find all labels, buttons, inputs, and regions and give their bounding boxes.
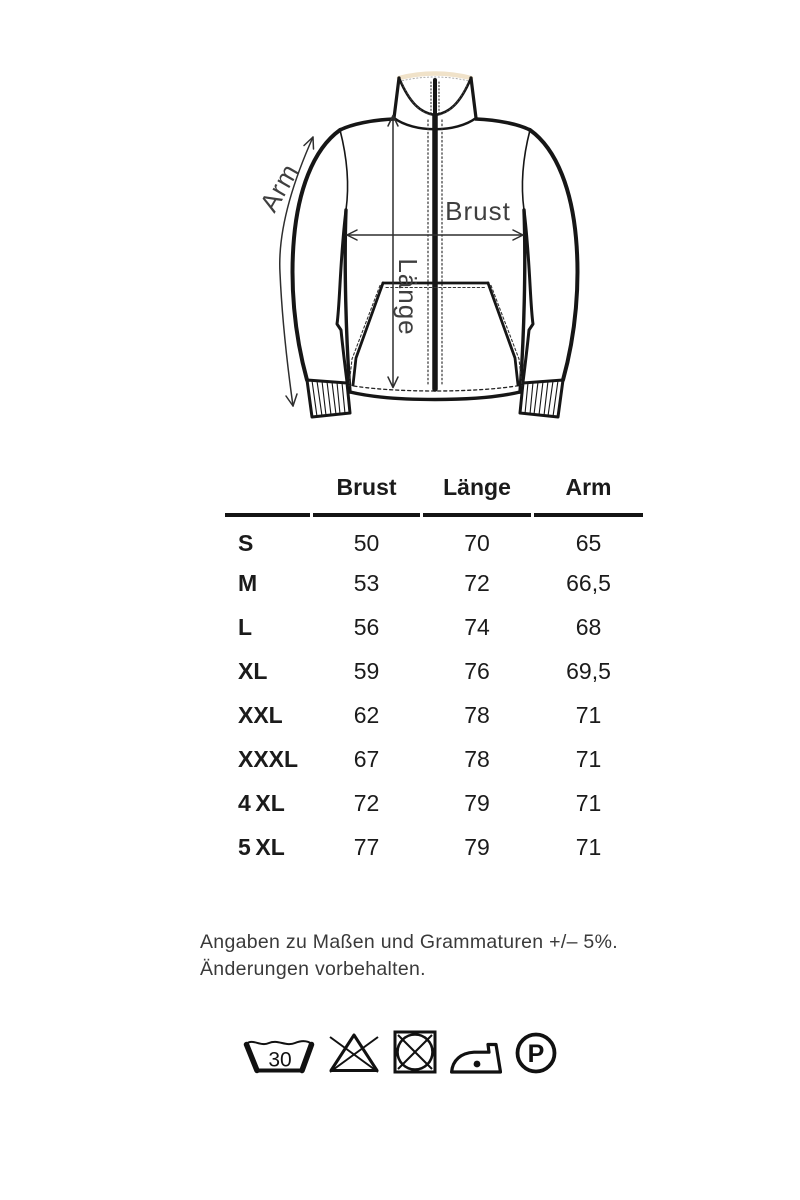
jacket-diagram	[250, 56, 595, 441]
brust-cell: 59	[353, 657, 380, 684]
size-table	[222, 474, 646, 869]
jacket-right-sleeve	[530, 130, 577, 380]
table-row	[225, 825, 643, 869]
arm-cell: 65	[575, 530, 602, 556]
header-size	[225, 474, 310, 517]
size-cell: 5 XL	[238, 833, 285, 860]
do-not-bleach-icon	[328, 1031, 380, 1074]
brust-label: Brust	[445, 196, 511, 226]
laenge-cell: 74	[464, 613, 490, 640]
jacket-right-armhole-seam	[522, 130, 530, 210]
laenge-cell: 70	[464, 530, 490, 556]
laenge-label: Länge	[393, 258, 423, 336]
size-cell: 4 XL	[238, 789, 285, 816]
table-row	[225, 781, 643, 825]
header-brust: Brust	[313, 474, 420, 517]
care-symbols	[0, 1028, 800, 1074]
jacket-right-shoulder	[476, 119, 530, 130]
laenge-cell: 78	[464, 745, 490, 772]
table-row	[225, 693, 643, 737]
collar-right-edge	[471, 78, 476, 118]
size-table-header-row	[225, 474, 643, 517]
disclaimer-line-1: Angaben zu Maßen und Grammaturen +/– 5%.	[200, 931, 618, 953]
brust-cell: 62	[353, 701, 380, 728]
dryclean-letter: P	[527, 1040, 545, 1068]
table-row	[225, 737, 643, 781]
laenge-cell: 79	[464, 833, 490, 860]
arm-cell: 71	[575, 745, 602, 772]
arm-cell: 68	[575, 613, 602, 640]
size-cell: XXXL	[238, 745, 299, 772]
arm-cell: 71	[575, 789, 602, 816]
jacket-left-shoulder	[340, 119, 394, 130]
measure-laenge-line	[388, 116, 398, 388]
arm-cell: 71	[575, 701, 602, 728]
size-cell: XL	[238, 657, 268, 684]
brust-cell: 72	[353, 789, 380, 816]
table-row	[225, 605, 643, 649]
arm-cell: 71	[575, 833, 602, 860]
laenge-cell: 78	[464, 701, 490, 728]
table-row	[225, 649, 643, 693]
header-laenge: Länge	[423, 474, 531, 517]
iron-one-dot	[474, 1061, 481, 1068]
header-arm: Arm	[534, 474, 643, 517]
collar-left-edge	[394, 78, 399, 118]
laenge-cell: 79	[464, 789, 490, 816]
wash-30-icon	[243, 1034, 315, 1074]
brust-cell: 77	[353, 833, 380, 860]
size-cell: M	[238, 569, 258, 596]
jacket-left-armhole-seam	[340, 130, 348, 210]
brust-cell: 50	[353, 530, 380, 556]
disclaimer	[200, 929, 618, 983]
laenge-cell: 72	[464, 569, 490, 596]
size-cell: S	[238, 530, 254, 556]
size-cell: L	[238, 613, 253, 640]
size-cell: XXL	[238, 701, 283, 728]
jacket-hem	[350, 392, 520, 400]
brust-cell: 53	[353, 569, 380, 596]
arm-label: Arm	[253, 158, 305, 217]
do-not-tumble-dry-icon	[393, 1030, 437, 1074]
table-row	[225, 517, 643, 561]
professional-dryclean-icon	[515, 1032, 557, 1074]
disclaimer-line-2: Änderungen vorbehalten.	[200, 958, 426, 980]
brust-cell: 67	[353, 745, 380, 772]
arm-cell: 69,5	[566, 657, 611, 684]
laenge-cell: 76	[464, 657, 490, 684]
table-row	[225, 561, 643, 605]
iron-low-icon	[450, 1039, 502, 1074]
wash-temp-label: 30	[268, 1048, 292, 1072]
brust-cell: 56	[353, 613, 380, 640]
arm-cell: 66,5	[566, 569, 611, 596]
